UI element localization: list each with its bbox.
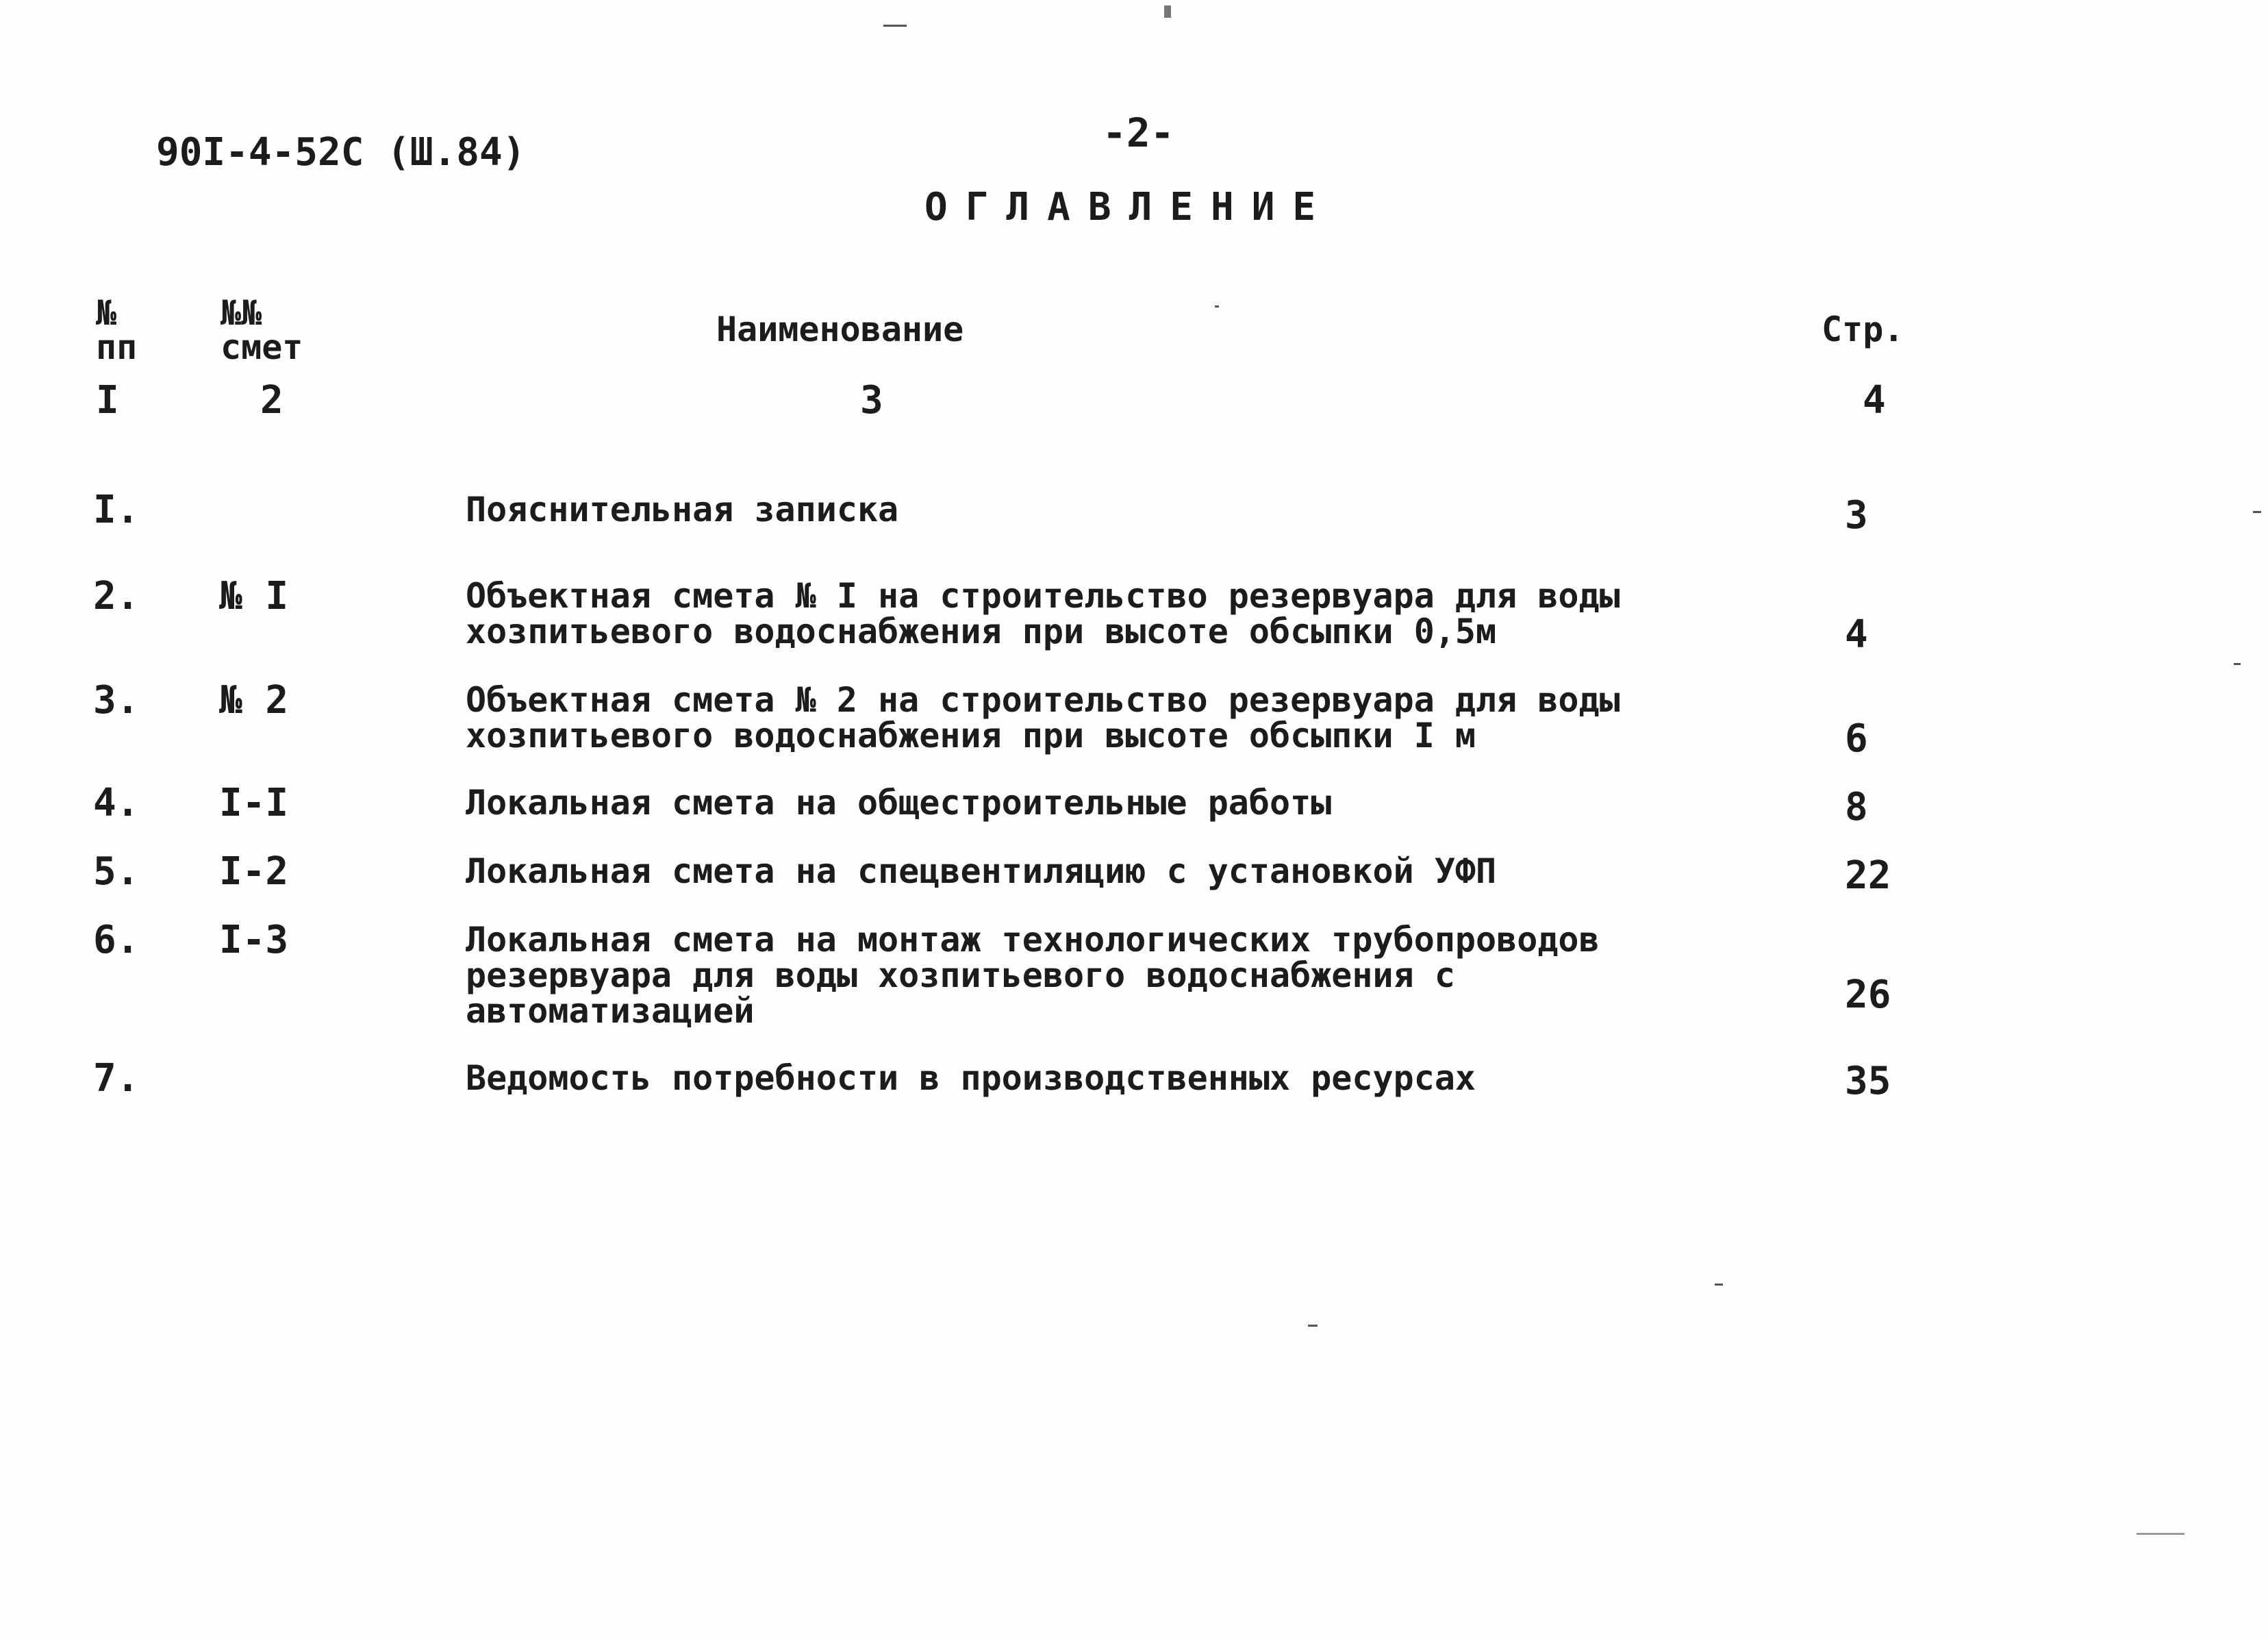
scan-speck	[1308, 1325, 1318, 1327]
row-estimate: I-I	[219, 781, 289, 825]
scan-speck	[883, 25, 907, 27]
scan-speck	[1215, 305, 1219, 308]
row-page: 3	[1845, 493, 1868, 538]
row-name: Пояснительная записка	[466, 490, 899, 529]
row-number: 5.	[93, 849, 140, 894]
row-page: 35	[1845, 1059, 1891, 1103]
row-name: Объектная смета № 2 на строительство резервуара для воды хозпитьевого водоснабжения при высоте обсыпки I м	[466, 680, 1620, 755]
column-header-page: Стр.	[1822, 310, 1904, 349]
row-estimate: № 2	[219, 678, 289, 723]
scan-speck	[2253, 511, 2261, 513]
row-page: 6	[1845, 716, 1868, 761]
row-page: 22	[1845, 853, 1891, 898]
column-header-number: № пп	[96, 293, 138, 367]
row-number: 7.	[93, 1056, 140, 1101]
row-number: 6.	[93, 918, 140, 962]
scan-speck	[2137, 1533, 2184, 1535]
column-index-page: 4	[1863, 378, 1886, 423]
row-estimate: № I	[219, 574, 289, 618]
row-number: 2.	[93, 574, 140, 618]
row-estimate: I-2	[219, 849, 289, 894]
column-index-number: I	[96, 378, 119, 423]
page-title: ОГЛАВЛЕНИЕ	[924, 185, 1334, 229]
row-page: 8	[1845, 785, 1868, 829]
scan-speck	[2234, 663, 2241, 665]
row-name: Ведомость потребности в производственных ресурсах	[466, 1058, 1476, 1098]
row-name: Объектная смета № I на строительство резервуара для воды хозпитьевого водоснабжения при высоте обсыпки 0,5м	[466, 576, 1620, 651]
row-name: Локальная смета на монтаж технологических трубопроводов резервуара для воды хозпитьевого водоснабжения с автоматизацией	[466, 920, 1600, 1031]
row-estimate: I-3	[219, 918, 289, 962]
row-name: Локальная смета на общестроительные работы	[466, 783, 1332, 823]
scan-speck	[1164, 5, 1171, 18]
row-page: 26	[1845, 973, 1891, 1017]
row-number: 3.	[93, 678, 140, 723]
scan-speck	[1715, 1284, 1723, 1286]
row-page: 4	[1845, 612, 1868, 657]
page-number: -2-	[1102, 110, 1174, 156]
column-index-name: 3	[860, 378, 883, 423]
row-number: I.	[93, 488, 140, 532]
column-header-estimate: №№ смет	[220, 293, 303, 367]
document-code: 90I-4-52C (Ш.84)	[156, 130, 526, 175]
row-name: Локальная смета на спецвентиляцию с установкой УФП	[466, 851, 1497, 891]
row-number: 4.	[93, 781, 140, 825]
column-index-estimate: 2	[260, 378, 284, 423]
column-header-name: Наименование	[716, 310, 964, 349]
